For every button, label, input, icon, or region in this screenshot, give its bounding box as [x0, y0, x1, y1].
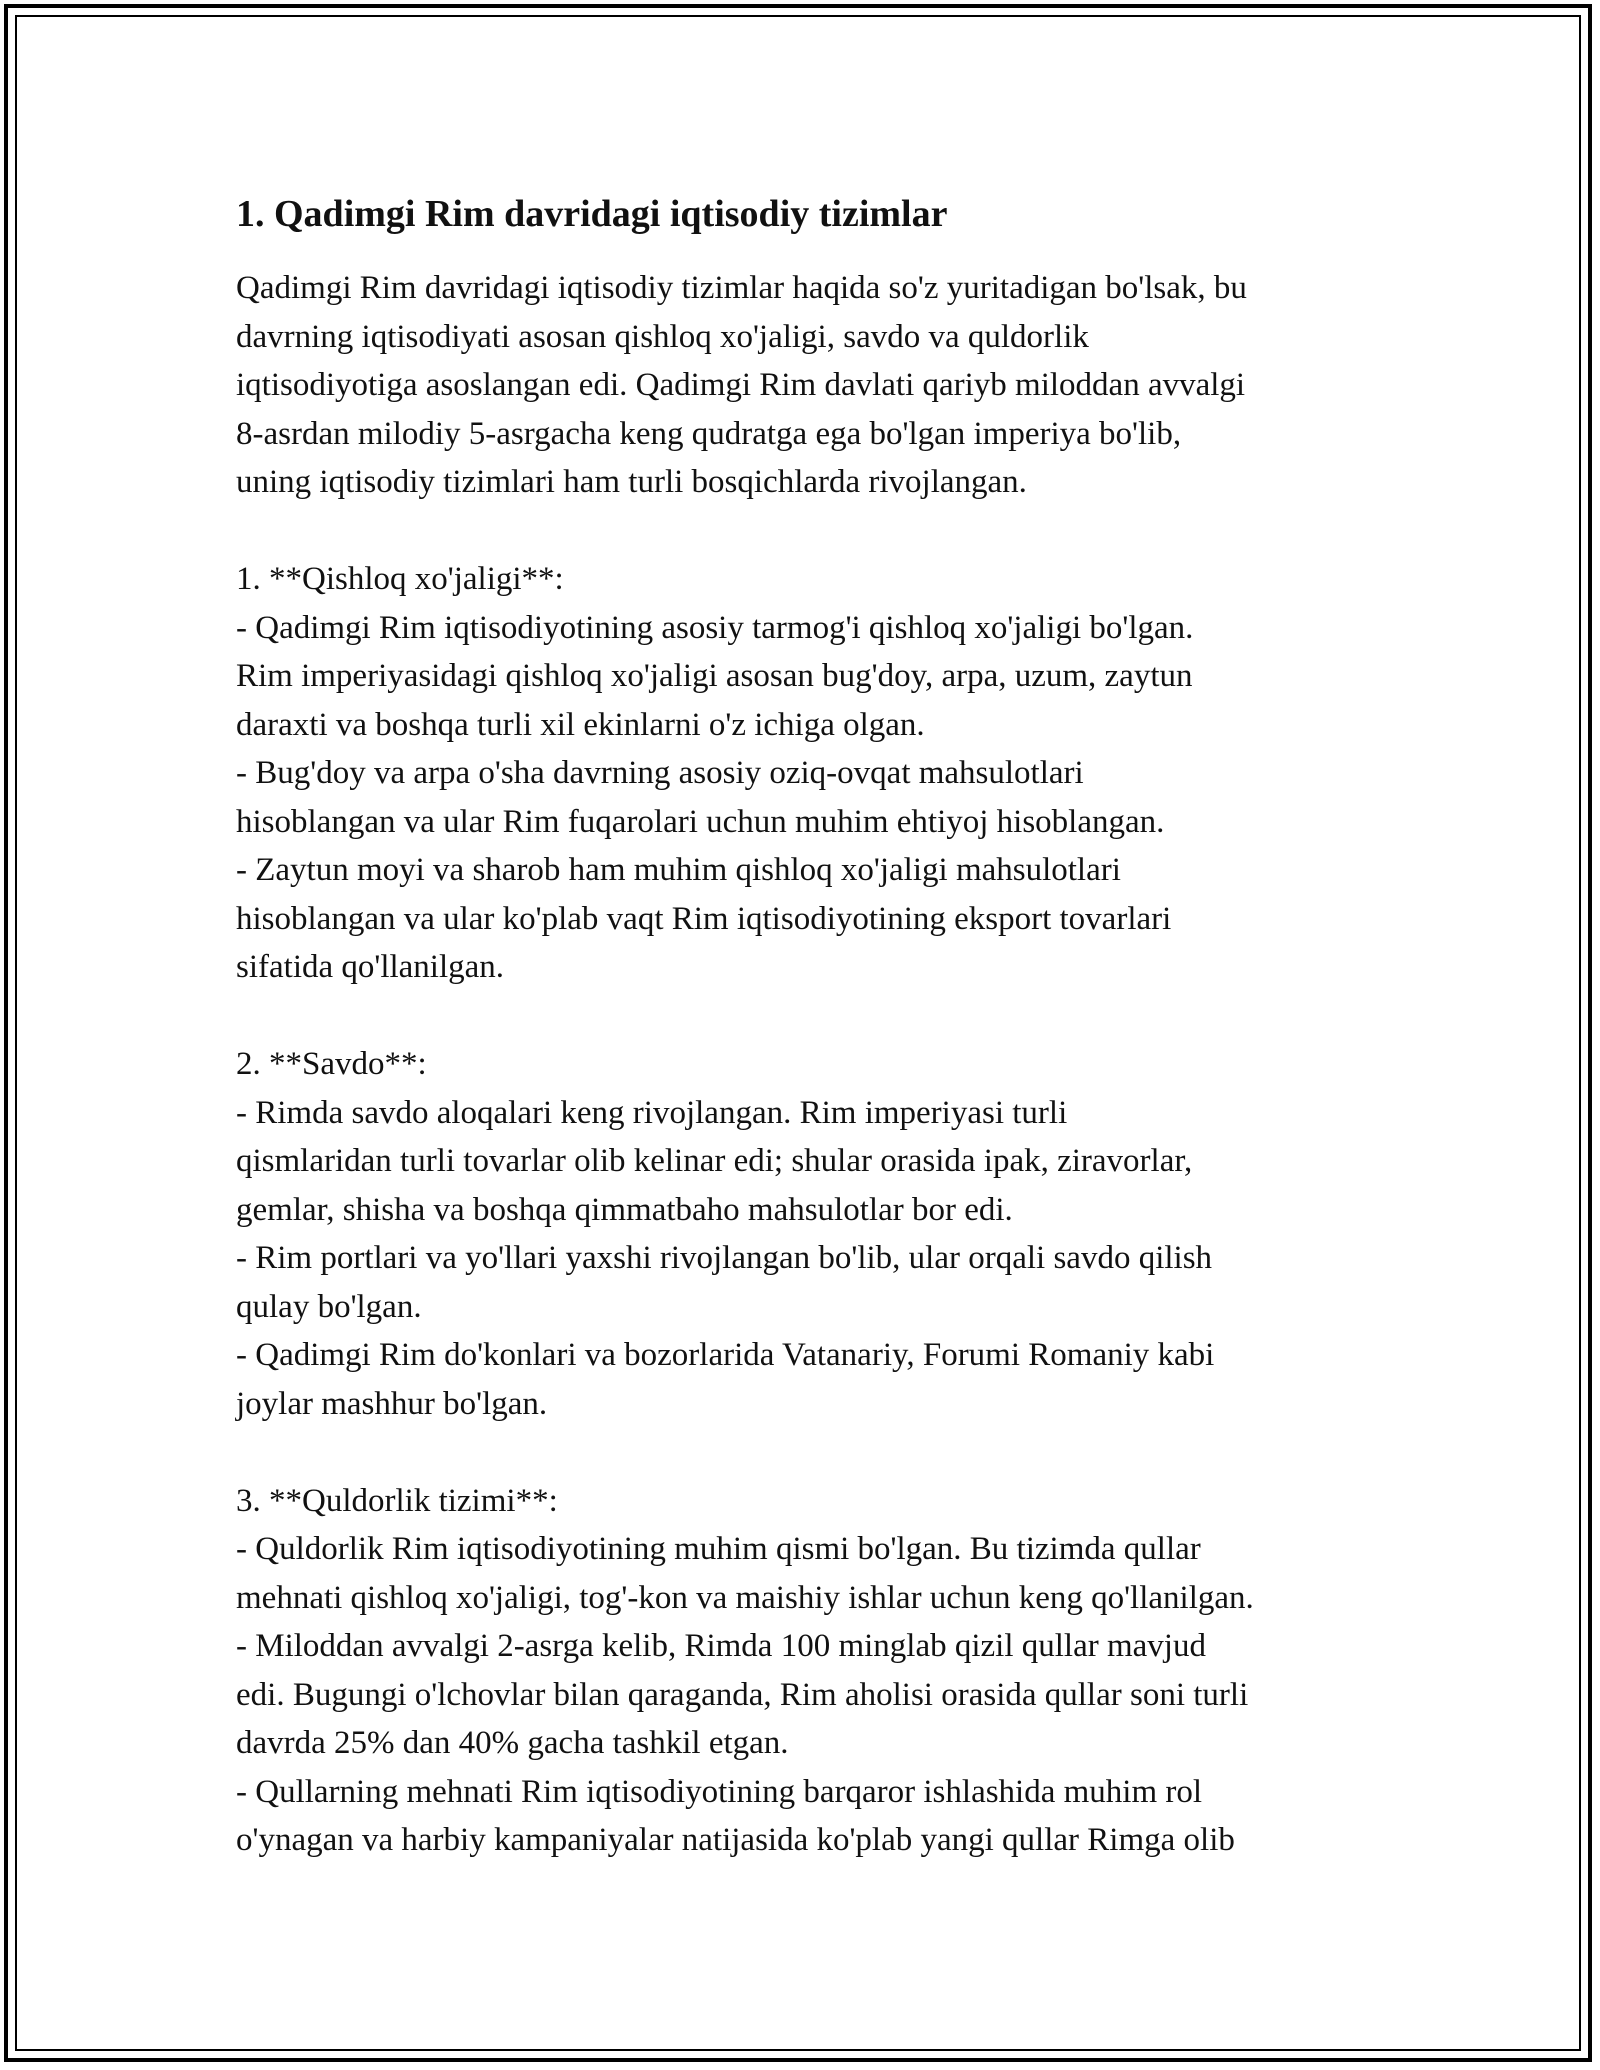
section-heading: 2. **Savdo**: [236, 1046, 427, 1082]
list-item: - Rimda savdo aloqalari keng rivojlangan. Rim imperiyasi turli qismlaridan turli tovarlar olib kelinar edi; shular orasida ipak, ziravorlar, gemlar, shisha va boshqa qimmatbaho mahsulotlar bor edi. [236, 1094, 1193, 1228]
document-title: 1. Qadimgi Rim davridagi iqtisodiy tizimlar [236, 193, 948, 235]
intro-paragraph: Qadimgi Rim davridagi iqtisodiy tizimlar haqida so'z yuritadigan bo'lsak, bu davrning iqtisodiyati asosan qishloq xo'jaligi, savdo va quldorlik iqtisodiyotiga asoslangan edi. Qadimgi Rim davlati qariyb miloddan avvalgi 8-asrdan milodiy 5-asrgacha keng qudratga ega bo'lgan imperiya bo'lib, uning iqtisodiy tizimlari ham turli bosqichlarda rivojlangan. [236, 270, 1247, 500]
paragraph-gap [236, 507, 1376, 556]
list-item: - Quldorlik Rim iqtisodiyotining muhim qismi bo'lgan. Bu tizimda qullar mehnati qishloq xo'jaligi, tog'-kon va maishiy ishlar uchun keng qo'llanilgan. [236, 1531, 1254, 1616]
list-item: - Rim portlari va yo'llari yaxshi rivojlangan bo'lib, ular orqali savdo qilish qulay bo'lgan. [236, 1240, 1213, 1325]
section-slavery [236, 1477, 1376, 1865]
document-body [236, 186, 1376, 1865]
section-heading: 1. **Qishloq xo'jaligi**: [236, 561, 564, 597]
list-item: - Miloddan avvalgi 2-asrga kelib, Rimda 100 minglab qizil qullar mavjud edi. Bugungi o'lchovlar bilan qaraganda, Rim aholisi orasida qullar soni turli davrda 25% dan 40% gacha tashkil etgan. [236, 1628, 1249, 1761]
list-item: - Qadimgi Rim iqtisodiyotining asosiy tarmog'i qishloq xo'jaligi bo'lgan. Rim imperiyasidagi qishloq xo'jaligi asosan bug'doy, arpa, uzum, zaytun daraxti va boshqa turli xil ekinlarni o'z ichiga olgan. [236, 609, 1194, 743]
section-heading: 3. **Quldorlik tizimi**: [236, 1482, 558, 1519]
list-item: - Zaytun moyi va sharob ham muhim qishloq xo'jaligi mahsulotlari hisoblangan va ular ko'plab vaqt Rim iqtisodiyotining eksport tovarlari sifatida qo'llanilgan. [236, 852, 1172, 985]
paragraph-gap [236, 992, 1376, 1041]
list-item: - Qadimgi Rim do'konlari va bozorlarida Vatanariy, Forumi Romaniy kabi joylar mashhur bo'lgan. [236, 1337, 1215, 1422]
list-item: - Bug'doy va arpa o'sha davrning asosiy oziq-ovqat mahsulotlari hisoblangan va ular Rim fuqarolari uchun muhim ehtiyoj hisoblangan. [236, 755, 1165, 840]
section-trade [236, 1040, 1376, 1428]
list-item: - Qullarning mehnati Rim iqtisodiyotining barqaror ishlashida muhim rol o'ynagan va harbiy kampaniyalar natijasida ko'plab yangi qullar Rimga olib [236, 1773, 1235, 1858]
section-agriculture [236, 555, 1376, 992]
paragraph-gap [236, 1428, 1376, 1477]
